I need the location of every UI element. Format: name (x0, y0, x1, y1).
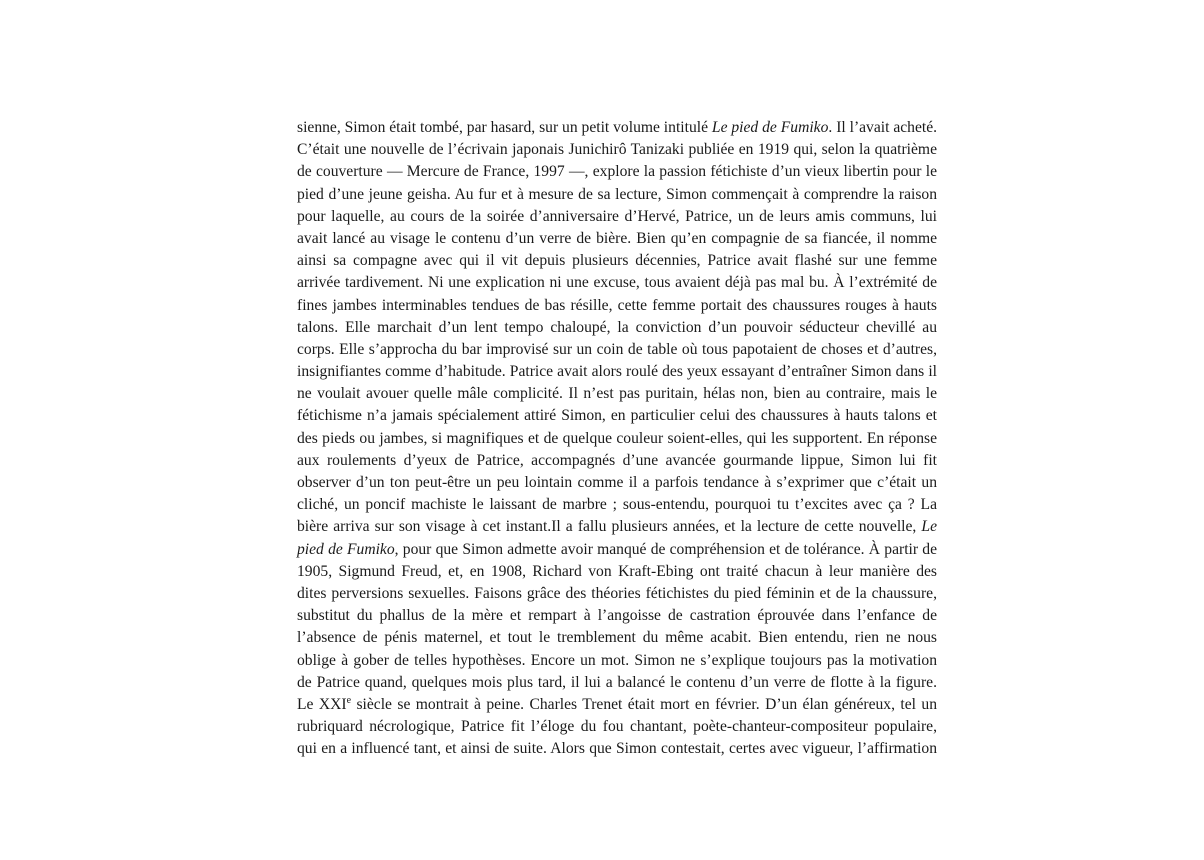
text-line (297, 250, 937, 272)
text-segment: bière arriva sur son visage à cet instant.Il a fallu plusieurs années, et la lecture de cette nouvelle, (297, 518, 922, 536)
italic-title-text: pied de Fumiko (297, 540, 395, 558)
text-segment: avait lancé au visage le contenu d’un verre de bière. Bien qu’en compagnie de sa fiancée, il nomme (297, 229, 937, 247)
text-line (297, 272, 937, 294)
text-line (297, 672, 937, 694)
text-segment: oblige à gober de telles hypothèses. Encore un mot. Simon ne s’explique toujours pas la motivation (297, 651, 937, 669)
text-line (297, 117, 937, 139)
text-line (297, 317, 937, 339)
text-segment: 1905, Sigmund Freud, et, en 1908, Richard von Kraft-Ebing ont traité chacun à leur manière des (297, 562, 937, 580)
italic-title-text: Le pied de Fumiko (711, 119, 829, 136)
text-line (297, 650, 937, 672)
text-line (297, 206, 937, 228)
text-segment: des pieds ou jambes, si magnifiques et de quelque couleur soient-elles, qui les supportent. En réponse (297, 429, 937, 447)
text-segment: aux roulements d’yeux de Patrice, accompagnés d’une avancée gourmande lippue, Simon lui fit (297, 451, 937, 469)
text-segment: arrivée tardivement. Ni une explication ni une excuse, tous avaient déjà pas mal bu. À l’extrémité de (297, 274, 937, 292)
text-segment: siècle se montrait à peine. Charles Trenet était mort en février. D’un élan généreux, tel un (351, 695, 938, 713)
text-segment: pied d’une jeune geisha. Au fur et à mesure de sa lecture, Simon commençait à comprendre la raison (297, 185, 937, 203)
text-segment: insignifiantes comme d’habitude. Patrice avait alors roulé des yeux essayant d’entraîner Simon dans il (297, 363, 937, 381)
text-line (297, 561, 937, 583)
text-segment: C’était une nouvelle de l’écrivain japonais Junichirô Tanizaki publiée en 1919 qui, selon la quatrième (297, 141, 937, 159)
text-line (297, 716, 937, 738)
text-line (297, 516, 937, 538)
text-line (297, 627, 937, 649)
text-line (297, 361, 937, 383)
text-segment: ainsi sa compagne avec qui il vit depuis plusieurs décennies, Patrice avait flashé sur une femme (297, 252, 937, 270)
text-line (297, 228, 937, 250)
italic-title-text: Le (921, 518, 937, 536)
text-line (297, 161, 937, 183)
text-segment: de Patrice quand, quelques mois plus tard, il lui a balancé le contenu d’un verre de flotte à la figure. (297, 673, 937, 691)
text-segment: qui en a influencé tant, et ainsi de suite. Alors que Simon contestait, certes avec vigueur, l’affirmation (297, 740, 937, 758)
text-line (297, 139, 937, 161)
text-line (297, 450, 937, 472)
text-line (297, 494, 937, 516)
text-segment: . Il l’avait acheté. (828, 119, 938, 136)
text-line (297, 295, 937, 317)
body-text (297, 117, 937, 760)
text-segment: Le XXI (297, 695, 347, 713)
text-line (297, 383, 937, 405)
superscript-text: e (346, 694, 352, 706)
text-segment: cliché, un poncif machiste le laissant de marbre ; sous-entendu, pourquoi tu t’excites avec ça ? La (297, 496, 937, 514)
text-segment: substitut du phallus de la mère et rempart à l’angoisse de castration éprouvée dans l’enfance de (297, 607, 937, 625)
text-segment: observer d’un ton peut-être un peu lointain comme il a parfois tendance à s’exprimer que c’était un (297, 474, 937, 491)
text-line (297, 339, 937, 361)
text-line (297, 694, 937, 716)
text-line (297, 405, 937, 427)
text-segment: sienne, Simon était tombé, par hasard, sur un petit volume intitulé (297, 119, 712, 136)
text-line (297, 738, 937, 760)
text-line (297, 428, 937, 450)
text-line (297, 605, 937, 627)
text-line (297, 472, 937, 494)
text-segment: fines jambes interminables tendues de bas résille, cette femme portait des chaussures rouges à hauts (297, 296, 937, 314)
text-segment: corps. Elle s’approcha du bar improvisé sur un coin de table où tous papotaient de choses et d’autres, (297, 340, 937, 358)
text-segment: talons. Elle marchait d’un lent tempo chaloupé, la conviction d’un pouvoir séducteur chevillé au (297, 318, 937, 336)
text-segment: ne voulait avouer quelle mâle complicité. Il n’est pas puritain, hélas non, bien au contraire, mais le (297, 385, 937, 403)
text-line (297, 184, 937, 206)
text-segment: , pour que Simon admette avoir manqué de compréhension et de tolérance. À partir de (394, 540, 937, 558)
text-segment: rubriquard nécrologique, Patrice fit l’éloge du fou chantant, poète-chanteur-compositeur populaire, (297, 718, 937, 736)
text-segment: dites perversions sexuelles. Faisons grâce des théories fétichistes du pied féminin et de la chaussure, (297, 584, 937, 602)
text-segment: fétichisme n’a jamais spécialement attiré Simon, en particulier celui des chaussures à hauts talons et (297, 407, 937, 425)
text-line (297, 539, 937, 561)
text-line (297, 583, 937, 605)
text-segment: l’absence de pénis maternel, et tout le tremblement du même acabit. Bien entendu, rien ne nous (297, 629, 937, 647)
text-segment: pour laquelle, au cours de la soirée d’anniversaire d’Hervé, Patrice, un de leurs amis communs, lui (297, 207, 937, 225)
text-segment: de couverture — Mercure de France, 1997 —, explore la passion fétichiste d’un vieux libertin pour le (297, 163, 937, 181)
